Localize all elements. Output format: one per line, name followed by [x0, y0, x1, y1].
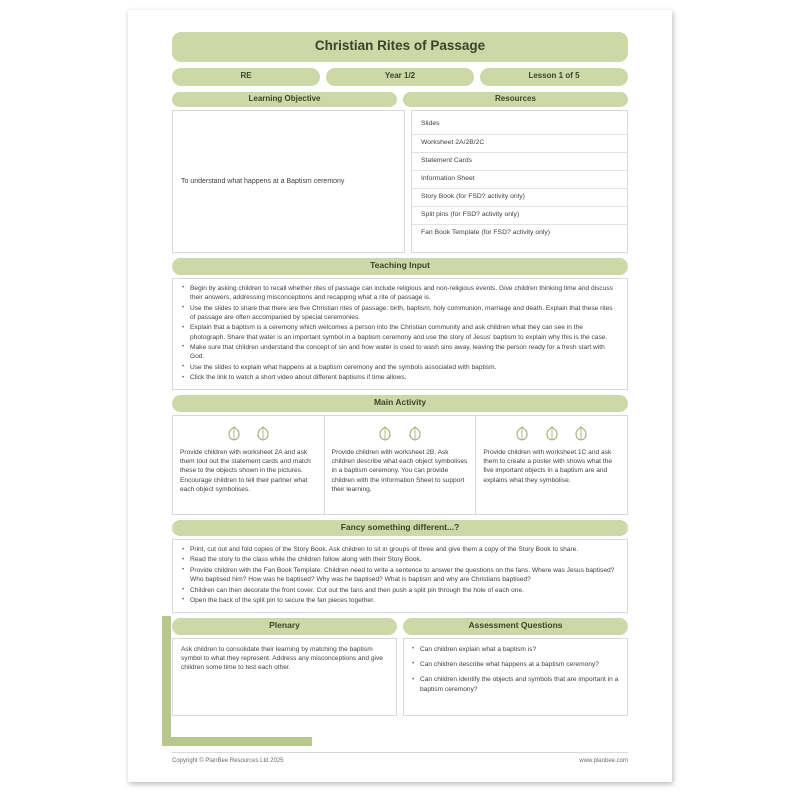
- meta-row: [172, 68, 628, 86]
- list-item: • Can children describe what happens at a baptism ceremony?: [412, 660, 619, 669]
- list-item: • Use the slides to share that there are five Christian rites of passage: birth, baptism, holy communion, marriage and death. Explain that these rites of passage are often accompanied by special ceremonies.: [182, 304, 618, 323]
- resources-box: [411, 110, 628, 253]
- list-item: • Make sure that children understand the concept of sin and how water is used to wash sins away, leaving the person ready for a fresh start with God.: [182, 343, 618, 362]
- chilli-icon: [574, 425, 588, 441]
- chilli-icon: [256, 425, 270, 441]
- list-item: • Open the back of the split pin to secure the fan pieces together.: [182, 596, 618, 605]
- learning-objective-text: To understand what happens at a Baptism ceremony: [181, 178, 345, 186]
- assessment-heading: Assessment Questions: [403, 618, 628, 634]
- decorative-band-horizontal: [162, 737, 312, 746]
- plenary-heading: Plenary: [172, 618, 397, 634]
- list-item: Story Book (for FSD? activity only): [412, 189, 627, 207]
- list-item: Information Sheet: [412, 171, 627, 189]
- main-activity-heading: Main Activity: [172, 395, 628, 411]
- list-item: • Read the story to the class while the children follow along with their Story Book.: [182, 555, 618, 564]
- fancy-box: [172, 539, 628, 613]
- decorative-band-vertical: [162, 616, 171, 746]
- meta-subject: RE: [172, 68, 320, 86]
- meta-year: Year 1/2: [326, 68, 474, 86]
- list-item: • Can children identify the objects and symbols that are important in a baptism ceremony?: [412, 675, 619, 694]
- chilli-icon: [378, 425, 392, 441]
- list-item: • Print, cut out and fold copies of the Story Book. Ask children to sit in groups of three and give them a copy of the Story Book to share.: [182, 545, 618, 554]
- learning-objective-heading: Learning Objective: [172, 92, 397, 108]
- chilli-icon: [515, 425, 529, 441]
- list-item: • Can children explain what a baptism is?: [412, 645, 619, 654]
- footer-copyright: Copyright © PlanBee Resources Ltd 2025: [172, 758, 284, 764]
- page-title: Christian Rites of Passage: [172, 32, 628, 62]
- list-item: • Begin by asking children to recall whether rites of passage can include religious and non-religious events. Give children thinking time and discuss their answers, addressing misconceptions and recapping what a rite of passage is.: [182, 284, 618, 303]
- chilli-icons-group: [332, 420, 469, 448]
- lo-resources-row: [172, 110, 628, 253]
- plenary-box: [172, 638, 397, 716]
- main-activity-column-2: [324, 415, 476, 515]
- main-activity-text: Provide children with worksheet 1C and ask them to create a poster with shows what the five important objects in a baptism are and explains what they symbolise.: [483, 448, 612, 484]
- chilli-icons-group: [483, 420, 620, 448]
- learning-objective-box: [172, 110, 405, 253]
- teaching-input-box: [172, 278, 628, 391]
- main-activity-row: [172, 415, 628, 515]
- teaching-input-list: [182, 284, 618, 383]
- fancy-heading: Fancy something different...?: [172, 520, 628, 536]
- list-item: • Children can then decorate the front cover. Cut out the fans and then push a split pin through the hole of each one.: [182, 586, 618, 595]
- main-activity-column-1: [172, 415, 324, 515]
- lesson-plan-page: [128, 10, 672, 782]
- teaching-input-heading: Teaching Input: [172, 258, 628, 274]
- chilli-icon: [545, 425, 559, 441]
- lo-resources-headings: [172, 92, 628, 108]
- list-item: Fan Book Template (for FSD? activity only): [421, 229, 551, 237]
- footer-website[interactable]: www.planbee.com: [579, 758, 628, 764]
- meta-lesson: Lesson 1 of 5: [480, 68, 628, 86]
- plenary-assessment-row: [172, 638, 628, 716]
- list-item: • Explain that a baptism is a ceremony which welcomes a person into the Christian community and ask children what they can see in the photograph. Share that water is an important symbol in a baptism ceremony and use the story of Jesus' baptism to explain why this is the case.: [182, 323, 618, 342]
- sheet-content: [172, 32, 628, 716]
- list-item: • Click the link to watch a short video about different baptisms if time allows.: [182, 373, 618, 382]
- main-activity-text: Provide children with worksheet 2A and ask them tout out the statement cards and match these to the objects shown in the pictures. Encourage children to tell their partner what each object symbolises.: [180, 448, 311, 494]
- list-item: Statement Cards: [412, 153, 627, 171]
- assessment-list: [412, 645, 619, 694]
- main-activity-column-3: [475, 415, 628, 515]
- list-item: • Provide children with the Fan Book Template. Children need to write a sentence to answer the questions on the fans. Where was Jesus baptised? Who baptised him? How was he baptised? Why was he baptised? What is baptism and why are Christians baptised?: [182, 566, 618, 585]
- plenary-text: Ask children to consolidate their learning by matching the baptism symbol to what they represent. Address any misconceptions and give children some time to test each other.: [181, 645, 383, 672]
- list-item: • Use the slides to explain what happens at a baptism ceremony and the symbols associated with baptism.: [182, 363, 618, 372]
- fancy-list: [182, 545, 618, 605]
- main-activity-text: Provide children with worksheet 2B. Ask children describe what each object symbolises in a baptism ceremony. You can provide children with the Information Sheet to support their learning.: [331, 448, 468, 494]
- chilli-icon: [227, 425, 241, 441]
- list-item: Split pins (for FSD? activity only): [412, 207, 627, 225]
- chilli-icons-group: [180, 420, 317, 448]
- list-item: Slides: [412, 116, 627, 134]
- resources-heading: Resources: [403, 92, 628, 108]
- page-footer: [172, 752, 628, 764]
- chilli-icon: [408, 425, 422, 441]
- assessment-box: [403, 638, 628, 716]
- plenary-assessment-headings: [172, 618, 628, 634]
- list-item: Worksheet 2A/2B/2C: [412, 135, 627, 153]
